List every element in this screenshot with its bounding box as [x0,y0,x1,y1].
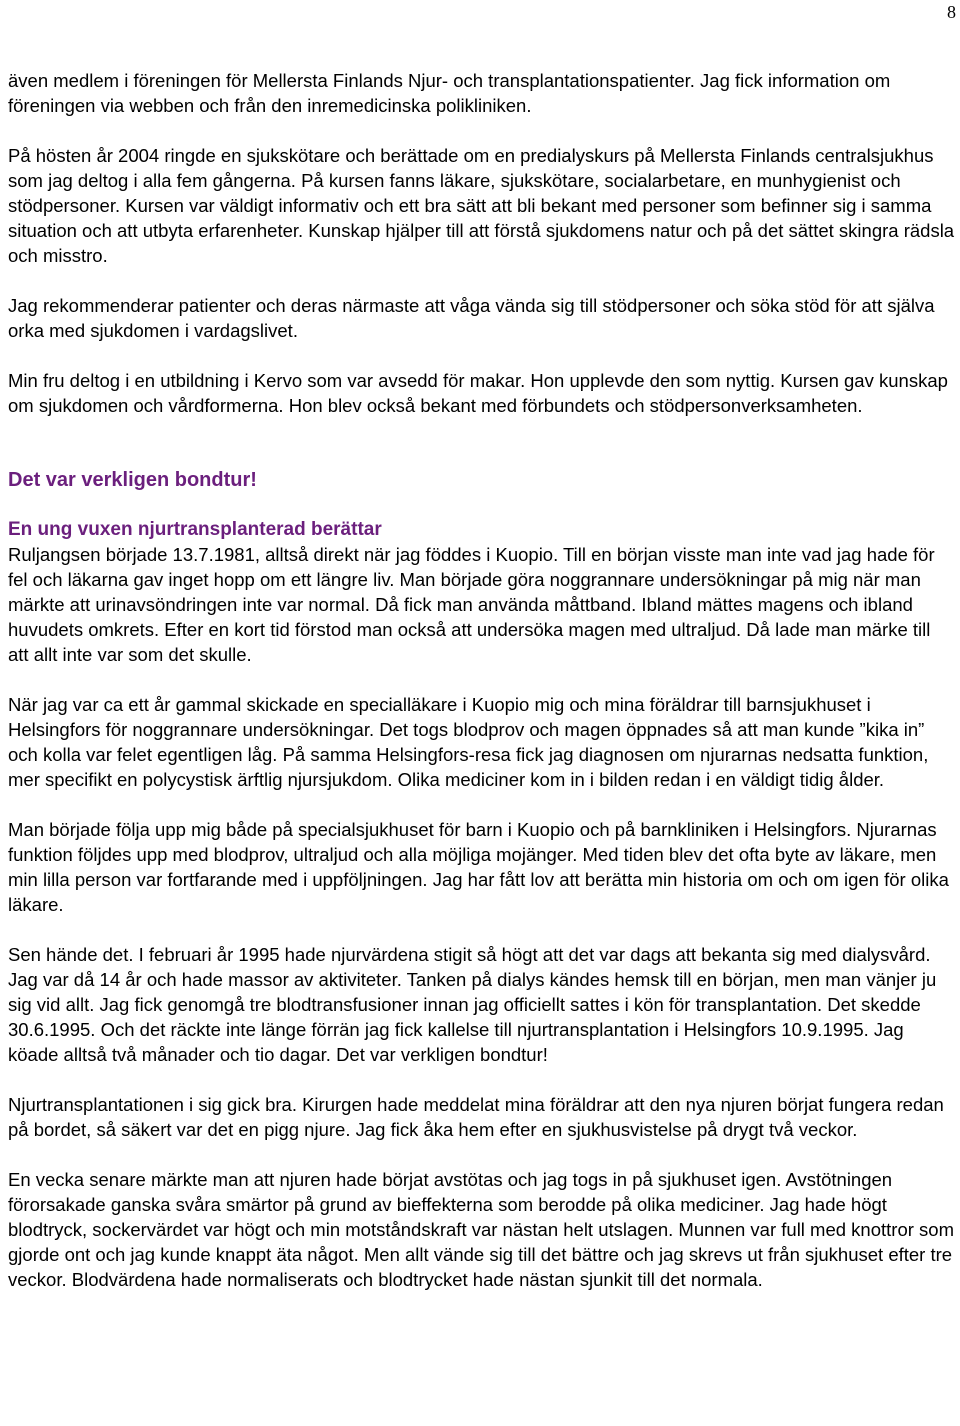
paragraph: även medlem i föreningen för Mellersta Finlands Njur- och transplantationspatienter. Jag fick information om föreningen via webben och från den inremedicinska polikliniken. [8,70,891,116]
paragraph: Njurtransplantationen i sig gick bra. Kirurgen hade meddelat mina föräldrar att den nya njuren börjat fungera redan på bordet, så säkert var det en pigg njure. Jag fick åka hem efter en sjukhusvistelse på drygt två veckor. [8,1094,944,1140]
paragraph: Min fru deltog i en utbildning i Kervo som var avsedd för makar. Hon upplevde den som nyttig. Kursen gav kunskap om sjukdomen och vårdformerna. Hon blev också bekant med förbundets och stödpersonverksamheten. [8,370,948,416]
paragraph: En vecka senare märkte man att njuren hade börjat avstötas och jag togs in på sjukhuset igen. Avstötningen förorsakade ganska svåra smärtor på grund av bieffekterna som berodde på olika mediciner. Jag hade högt blodtryck, sockervärdet var högt och min motståndskraft var nästan helt utslagen. Munnen var full med knottror som gjorde ont och jag kunde knappt äta något. Men allt vände sig till det bättre och jag skrevs ut från sjukhuset efter tre veckor. Blodvärdena hade normaliserats och blodtrycket hade nästan sjunkit till det normala. [8,1169,954,1290]
document-body [8,68,956,1292]
paragraph: När jag var ca ett år gammal skickade en specialläkare i Kuopio mig och mina föräldrar till barnsjukhuset i Helsingfors för noggrannare undersökningar. Det togs blodprov och magen öppnades så att man kunde ”kika in” och kolla var felet egentligen låg. På samma Helsingfors-resa fick jag diagnosen om njurarnas nedsatta funktion, mer specifikt en polycystisk ärftlig njursjukdom. Olika mediciner kom in i bilden redan i en väldigt tidig ålder. [8,694,929,790]
page-number: 8 [947,2,956,22]
paragraph: Sen hände det. I februari år 1995 hade njurvärdena stigit så högt att det var dags att bekanta sig med dialysvård. Jag var då 14 år och hade massor av aktiviteter. Tanken på dialys kändes hemsk till en början, men man vänjer ju sig vid allt. Jag fick genomgå tre blodtransfusioner innan jag officiellt sattes i kön för transplantation. Det skedde 30.6.1995. Och det räckte inte länge förrän jag fick kallelse till njurtransplantation i Helsingfors 10.9.1995. Jag köade alltså två månader och tio dagar. Det var verkligen bondtur! [8,944,937,1065]
paragraph: Jag rekommenderar patienter och deras närmaste att våga vända sig till stödpersoner och söka stöd för att själva orka med sjukdomen i vardagslivet. [8,295,935,341]
section-subheading: En ung vuxen njurtransplanterad berättar [8,519,382,540]
paragraph: Man började följa upp mig både på specialsjukhuset för barn i Kuopio och på barnkliniken i Helsingfors. Njurarnas funktion följdes upp med blodprov, ultraljud och alla möjliga mojänger. Med tiden blev det ofta byte av läkare, men min lilla person var fortfarande med i uppföljningen. Jag har fått lov att berätta min historia om och om igen för olika läkare. [8,819,949,915]
paragraph: På hösten år 2004 ringde en sjukskötare och berättade om en predialyskurs på Mellersta Finlands centralsjukhus som jag deltog i alla fem gångerna. På kursen fanns läkare, sjukskötare, socialarbetare, en munhygienist och stödpersoner. Kursen var väldigt informativ och ett bra sätt att bli bekant med personer som befinner sig i samma situation och att utbyta erfarenheter. Kunskap hjälper till att förstå sjukdomens natur och på det sättet skingra rädsla och misstro. [8,145,955,266]
paragraph: Ruljangsen började 13.7.1981, alltså direkt när jag föddes i Kuopio. Till en början visste man inte vad jag hade för fel och läkarna gav inget hopp om ett längre liv. Man började göra noggrannare undersökningar på mig när man märkte att urinavsöndringen inte var normal. Då fick man använda måttband. Ibland mättes magens och ibland huvudets omkrets. Efter en kort tid förstod man också att undersöka magen med ultraljud. Då lade man märke till att allt inte var som det skulle. [8,544,935,665]
section-heading: Det var verkligen bondtur! [8,469,257,491]
